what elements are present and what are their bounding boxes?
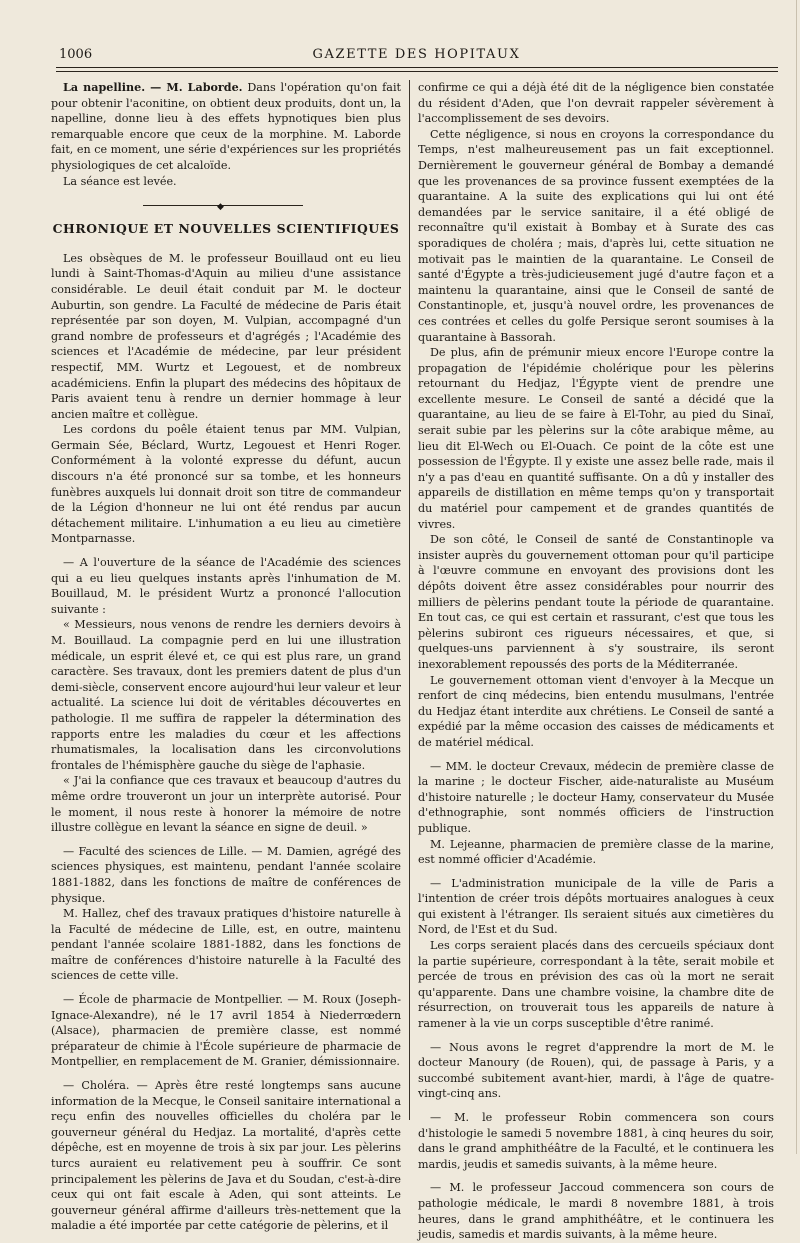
article-paragraph: — M. le professeur Robin commencera son cours d'histologie le samedi 5 novembre 1881, à cinq heures du soir, dans le grand amphithéâtre de la Faculté, et le continuera les mardis, jeudis et samedis suivants, à la même heure.	[418, 1111, 774, 1171]
article-paragraph: « Messieurs, nous venons de rendre les derniers devoirs à M. Bouillaud. La compagnie perd en lui une illustration médicale, un esprit élevé et, ce qui est plus rare, un grand caractère. Ses travaux, dont les premiers datent de plus d'un demi-siècle, conservent encore aujourd'hui leur valeur et leur actualité. La science lui doit de véritables découvertes en pathologie. Il me suffira de rappeler la détermination des rapports entre les maladies du cœur et les affections rhumatismales, la localisation dans les circonvolutions frontales de l'hémisphère gauche du siège de l'aphasie.	[51, 618, 401, 772]
chronique-title: CHRONIQUE ET NOUVELLES SCIENTIFIQUES	[52, 221, 400, 237]
article-paragraph: — L'administration municipale de la ville de Paris a l'intention de créer trois dépôts mortuaires analogues à ceux qui existent à l'étranger. Ils seraient situés aux cimetières du Nord, de l'Est et du Sud.	[418, 876, 774, 937]
article-paragraph: — A l'ouverture de la séance de l'Académie des sciences qui a eu lieu quelques instants après l'inhumation de M. Bouillaud, M. le président Wurtz a prononcé l'allocution suivante :	[51, 556, 401, 616]
napelline-paragraph	[51, 80, 401, 174]
page-edge-shadow	[796, 0, 797, 1154]
right-column	[418, 80, 774, 1243]
article-paragraph: De son côté, le Conseil de santé de Constantinople va insister auprès du gouvernement ottoman pour qu'il participe à l'œuvre commune en envoyant des provisions dont les dépôts doivent être assez considérables pour nourrir des milliers de pèlerins pendant toute la période de quarantaine. En tout cas, ce qui est certain et rassurant, c'est que tous les pèlerins subiront ces rigueurs nécessaires, et que, si quelques-uns parviennent à s'y soustraire, ils seront inexorablement repoussés des ports de la Méditerranée.	[418, 533, 774, 671]
article-paragraph: De plus, afin de prémunir mieux encore l'Europe contre la propagation de l'épidémie cholérique pour les pèlerins retournant du Hedjaz, l'Égypte vient de prendre une excellente mesure. Le Conseil de santé a décidé que la quarantaine, au lieu de se faire à El-Tohr, au pied du Sinaï, serait subie par les pèlerins sur la côte arabique même, au lieu dit El-Wech ou El-Ouach. Ce point de la côte est une possession de l'Égypte. Il y existe une assez belle rade, mais il n'y a pas d'eau en quantité suffisante. On a dû y installer des appareils de distillation en même temps qu'on y transportait du matériel pour campement et de grandes quantités de vivres.	[418, 346, 774, 531]
napelline-title: La napelline. — M. Laborde.	[63, 81, 243, 94]
article-paragraph: Les corps seraient placés dans des cercueils spéciaux dont la partie supérieure, correspondant à la tête, serait mobile et percée de trous en prévision des cas où la mort ne serait qu'apparente. Dans une chambre voisine, la chambre dite de résurrection, on trouverait tous les appareils de nature à ramener à la vie un corps susceptible d'être ranimé.	[418, 939, 774, 1031]
article-paragraph: — École de pharmacie de Montpellier. — M. Roux (Joseph-Ignace-Alexandre), né le 17 avril 1854 à Niederrœdern (Alsace), pharmacien de première classe, est nommé préparateur de chimie à l'École supérieure de pharmacie de Montpellier, en remplacement de M. Granier, démissionnaire.	[51, 993, 401, 1069]
article-paragraph: — MM. le docteur Crevaux, médecin de première classe de la marine ; le docteur Fischer, aide-naturaliste au Muséum d'histoire naturelle ; le docteur Hamy, conservateur du Musée d'ethnographie, sont nommés officiers de l'instruction publique.	[418, 759, 774, 835]
article-paragraph: Les cordons du poêle étaient tenus par MM. Vulpian, Germain Sée, Béclard, Wurtz, Legouest et Henri Roger. Conformément à la volonté expresse du défunt, aucun discours n'a été prononcé sur sa tombe, et les honneurs funèbres auxquels lui donnait droit son titre de commandeur de la Légion d'honneur ne lui ont été rendus par aucun détachement militaire. L'inhumation a eu lieu au cimetière Montparnasse.	[51, 423, 401, 546]
article-paragraph: — M. le professeur Jaccoud commencera son cours de pathologie médicale, le mardi 8 novembre 1881, à trois heures, dans le grand amphithéâtre, et le continuera les jeudis, samedis et mardis suivants, à la même heure.	[418, 1181, 774, 1242]
column-divider	[409, 80, 410, 1120]
running-title: GAZETTE DES HOPITAUX	[312, 47, 521, 62]
section-separator: ◆	[51, 197, 401, 213]
article-paragraph: — Faculté des sciences de Lille. — M. Damien, agrégé des sciences physiques, est maintenu, pendant l'année scolaire 1881-1882, dans les fonctions de maître de conférences de physique.	[51, 844, 401, 905]
article-paragraph: — Nous avons le regret d'apprendre la mort de M. le docteur Manoury (de Rouen), qui, de passage à Paris, y a succombé subitement avant-hier, mardi, à l'âge de quatre-vingt-cinq ans.	[418, 1040, 774, 1101]
article-paragraph: Le gouvernement ottoman vient d'envoyer à la Mecque un renfort de cinq médecins, bien entendu musulmans, l'entrée du Hedjaz étant interdite aux chrétiens. Le Conseil de santé a expédié par la même occasion des caisses de médicaments et de matériel médical.	[418, 673, 774, 749]
page-header	[55, 44, 778, 68]
article-paragraph: M. Lejeanne, pharmacien de première classe de la marine, est nommé officier d'Académie.	[418, 837, 774, 867]
seance-levee: La séance est levée.	[63, 174, 177, 188]
page-number: 1006	[59, 47, 93, 62]
article-paragraph: « J'ai la confiance que ces travaux et beaucoup d'autres du même ordre trouveront un jour un interprète autorisé. Pour le moment, il nous reste à honorer la mémoire de notre illustre collègue en levant la séance en signe de deuil. »	[51, 774, 401, 835]
article-paragraph: M. Hallez, chef des travaux pratiques d'histoire naturelle à la Faculté de médecine de Lille, est, en outre, maintenu pendant l'année scolaire 1881-1882, dans les fonctions de maître de conférences d'histoire naturelle à la Faculté des sciences de cette ville.	[51, 907, 401, 983]
left-column	[51, 80, 401, 1234]
article-paragraph: Cette négligence, si nous en croyons la correspondance du Temps, n'est malheureusement pas un fait exceptionnel. Dernièrement le gouverneur général de Bombay a demandé que les provenances de sa province fussent exemptées de la quarantaine. A la suite des explications qui lui ont été demandées par le service sanitaire, il a été obligé de reconnaître qu'il existait à Bombay et à Surate des cas sporadiques de choléra ; mais, d'après lui, cette situation ne motivait pas le maintien de la quarantaine. Le Conseil de santé d'Égypte a très-judicieusement jugé d'autre façon et a maintenu la quarantaine, ainsi que le Conseil de santé de Constantinople, et, jusqu'à nouvel ordre, les provenances de ces contrées et celles du golfe Persique seront soumises à la quarantaine à Bassorah.	[418, 127, 774, 344]
napelline-text: Dans l'opération qu'on fait pour obtenir l'aconitine, on obtient deux produits, dont un, la napelline, donne lieu à des effets hypnotiques bien plus remarquable encore que ceux de la morphine. M. Laborde fait, en ce moment, une série d'expériences sur les propriétés physiologiques de cet alcaloïde.	[51, 81, 401, 172]
article-paragraph: — Choléra. — Après être resté longtemps sans aucune information de la Mecque, le Conseil sanitaire international a reçu enfin des nouvelles officielles du choléra par le gouverneur général du Hedjaz. La mortalité, d'après cette dépêche, est en moyenne de trois à six par jour. Les pèlerins turcs auraient eu relativement peu à souffrir. Ce sont principalement les pèlerins de Java et du Soudan, c'est-à-dire ceux qui ont fait escale à Aden, qui sont atteints. Le gouverneur général affirme d'ailleurs très-nettement que la maladie a été importée par cette catégorie de pèlerins, et il	[51, 1079, 401, 1233]
article-paragraph: confirme ce qui a déjà été dit de la négligence bien constatée du résident d'Aden, que l'on devrait rappeler sévèrement à l'accomplissement de ses devoirs.	[418, 81, 774, 126]
header-rule-thick	[56, 67, 778, 68]
article-paragraph: Les obsèques de M. le professeur Bouillaud ont eu lieu lundi à Saint-Thomas-d'Aquin au milieu d'une assistance considérable. Le deuil était conduit par M. le docteur Auburtin, son gendre. La Faculté de médecine de Paris était représentée par son doyen, M. Vulpian, accompagné d'un grand nombre de professeurs et d'agrégés ; l'Académie des sciences et l'Académie de médecine, par leur président respectif, MM. Wurtz et Legouest, et de nombreux académiciens. Enfin la plupart des médecins des hôpitaux de Paris avaient tenu à rendre un dernier hommage à leur ancien maître et collègue.	[51, 251, 401, 421]
header-rule-thin	[56, 71, 778, 72]
